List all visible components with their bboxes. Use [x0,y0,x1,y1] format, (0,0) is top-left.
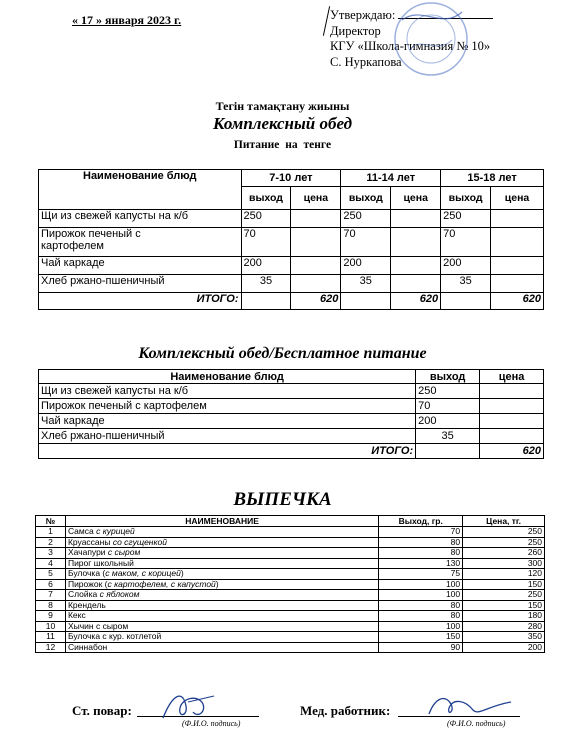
cook-label: Ст. повар: [72,703,132,718]
table-row [36,590,545,601]
pastry-title: ВЫПЕЧКА [233,489,332,510]
dish-name: Щи из свежей капусты на к/б [39,210,242,228]
pastry-out: 80 [379,600,463,611]
dish-name: Щи из свежей капусты на к/б [39,384,416,399]
dish-name: Пирожок печеный с картофелем [39,228,242,257]
total-label: ИТОГО: [39,444,416,459]
pastry-out: 80 [379,611,463,622]
total-row [39,444,544,459]
table-row [39,429,544,444]
dish-out: 200 [441,257,491,275]
pastry-name [65,590,378,601]
approve-organization: КГУ «Школа-гимназия № 10» [330,39,491,53]
approve-person: С. Нуркапова [330,54,402,69]
table-row [39,414,544,429]
table-row [36,600,545,611]
pastry-price: 150 [463,600,545,611]
pastry-name [65,579,378,590]
free-lunch-title: Комплексный обед/Бесплатное питание [138,345,427,362]
pastry-price: 120 [463,569,545,580]
pastry-out: 100 [379,621,463,632]
official-stamp [392,0,470,78]
dish-out: 35 [241,275,291,293]
col-header-out: выход [416,370,480,384]
pastry-number: 2 [36,537,66,548]
col-header-price: Цена, тг. [463,516,545,527]
pastry-price: 180 [463,611,545,622]
col-header-num: № [36,516,66,527]
sub-header-out: выход [341,187,391,210]
pastry-name-variant: с сыром [107,547,141,558]
pastry-price: 300 [463,558,545,569]
pastry-number: 3 [36,548,66,559]
complex-lunch-title: Комплексный обед [212,114,353,133]
dish-name: Чай каркаде [39,257,242,275]
dish-name: Хлеб ржано-пшеничный [39,429,416,444]
dish-name: Пирожок печеный с картофелем [39,399,416,414]
dish-out: 250 [416,384,480,399]
cook-signature-caption: (Ф.И.О. подпись) [182,719,241,728]
dish-out: 70 [241,228,291,257]
pastry-price: 280 [463,621,545,632]
pastry-name-variant: с курицей [96,526,135,537]
pastry-name [65,621,378,632]
pastry-number: 6 [36,579,66,590]
pastry-name-base: Самса [67,526,97,537]
pastry-name-base: Булочка с кур. котлетой [67,631,162,642]
med-worker-label: Мед. работник: [300,703,391,718]
total-label: ИТОГО: [39,293,242,310]
pastry-name-variant: с маком, с корицей [105,568,181,579]
dish-name: Хлеб ржано-пшеничный [39,275,242,293]
pastry-number: 7 [36,590,66,601]
free-meal-caption: Тегін тамақтану жиыны [215,99,350,113]
dish-out: 35 [416,429,480,444]
pastry-name-base: Круассаны [67,536,113,547]
approve-label: Утверждаю: [330,8,396,22]
pastry-name [65,642,378,653]
pastry-price: 200 [463,642,545,653]
pastry-table [35,515,545,653]
col-header-price: цена [480,370,544,384]
dish-out: 200 [341,257,391,275]
table-row [36,579,545,590]
dish-out: 70 [416,399,480,414]
table-row [36,611,545,622]
pastry-number: 10 [36,621,66,632]
sub-header-out: выход [441,187,491,210]
pastry-name-suffix: ) [215,578,219,589]
table-row [39,210,544,228]
pastry-name-base: Слойка [67,589,100,600]
table-row [36,632,545,643]
pastry-name [65,527,378,538]
pastry-out: 130 [379,558,463,569]
pastry-out: 100 [379,590,463,601]
approve-position: Директор [330,23,381,38]
pastry-out: 100 [379,579,463,590]
pastry-number: 5 [36,569,66,580]
table-row [39,275,544,293]
table-row [39,228,544,257]
table-row [36,527,545,538]
total-value: 620 [391,293,441,310]
pastry-number: 8 [36,600,66,611]
pastry-name-base: Крендель [67,599,106,610]
pastry-price: 150 [463,579,545,590]
col-header-name: НАИМЕНОВАНИЕ [65,516,378,527]
pastry-name-base: Хычин с сыром [67,620,129,631]
pastry-number: 4 [36,558,66,569]
total-value: 620 [291,293,341,310]
dish-name: Чай каркаде [39,414,416,429]
pastry-name-base: Синнабон [67,641,108,652]
pastry-price: 250 [463,537,545,548]
total-value: 620 [491,293,544,310]
col-header-name: Наименование блюд [39,170,242,210]
pastry-name [65,600,378,611]
dish-out: 200 [416,414,480,429]
table-row [36,642,545,653]
med-signature-caption: (Ф.И.О. подпись) [447,719,506,728]
group-7-10: 7-10 лет [241,170,341,187]
pastry-name-base: Пирожок ( [67,578,108,589]
pastry-price: 250 [463,527,545,538]
pastry-name [65,632,378,643]
pastry-name [65,537,378,548]
pastry-number: 1 [36,527,66,538]
sub-header-out: выход [241,187,291,210]
pastry-name [65,558,378,569]
table-row [36,621,545,632]
sub-header-price: цена [291,187,341,210]
document-date: « 17 » января 2023 г. [72,13,182,27]
pastry-name-variant: с яблоком [99,589,140,600]
pastry-out: 150 [379,632,463,643]
table-row [36,548,545,559]
med-signature [425,690,515,722]
table-row [39,384,544,399]
dish-out: 200 [241,257,291,275]
dish-out: 70 [341,228,391,257]
pastry-name-base: Пирог школьный [67,557,134,568]
pastry-name [65,611,378,622]
pastry-name-base: Кекс [67,610,86,621]
sub-header-price: цена [391,187,441,210]
sub-header-price: цена [491,187,544,210]
col-header-name: Наименование блюд [39,370,416,384]
pastry-number: 9 [36,611,66,622]
dish-out: 35 [341,275,391,293]
pastry-out: 80 [379,537,463,548]
complex-lunch-table [38,169,544,310]
pastry-name [65,569,378,580]
pastry-number: 12 [36,642,66,653]
dish-out: 250 [341,210,391,228]
table-row [36,569,545,580]
pastry-name-base: Булочка ( [67,568,106,579]
dish-out: 250 [241,210,291,228]
col-header-out: Выход, гр. [379,516,463,527]
pitanie-caption: Питание на тенге [233,139,332,151]
pastry-name-suffix: ) [180,568,184,579]
table-row [39,257,544,275]
dish-out: 250 [441,210,491,228]
dish-out: 70 [441,228,491,257]
pastry-price: 250 [463,590,545,601]
total-value: 620 [480,444,544,459]
pastry-name-variant: со сгущенкой [112,536,167,547]
table-row [39,399,544,414]
table-row [36,537,545,548]
pastry-out: 75 [379,569,463,580]
pastry-price: 260 [463,548,545,559]
pastry-number: 11 [36,632,66,643]
group-15-18: 15-18 лет [441,170,544,187]
pastry-name-variant: с картофелем, с капустой [107,578,216,589]
group-11-14: 11-14 лет [341,170,441,187]
pastry-out: 80 [379,548,463,559]
table-row [36,558,545,569]
pastry-out: 90 [379,642,463,653]
total-row [39,293,544,310]
dish-out: 35 [441,275,491,293]
pastry-name-base: Хачапури [67,547,108,558]
pastry-price: 350 [463,632,545,643]
pastry-out: 70 [379,527,463,538]
free-lunch-table [38,369,544,459]
pastry-name [65,548,378,559]
